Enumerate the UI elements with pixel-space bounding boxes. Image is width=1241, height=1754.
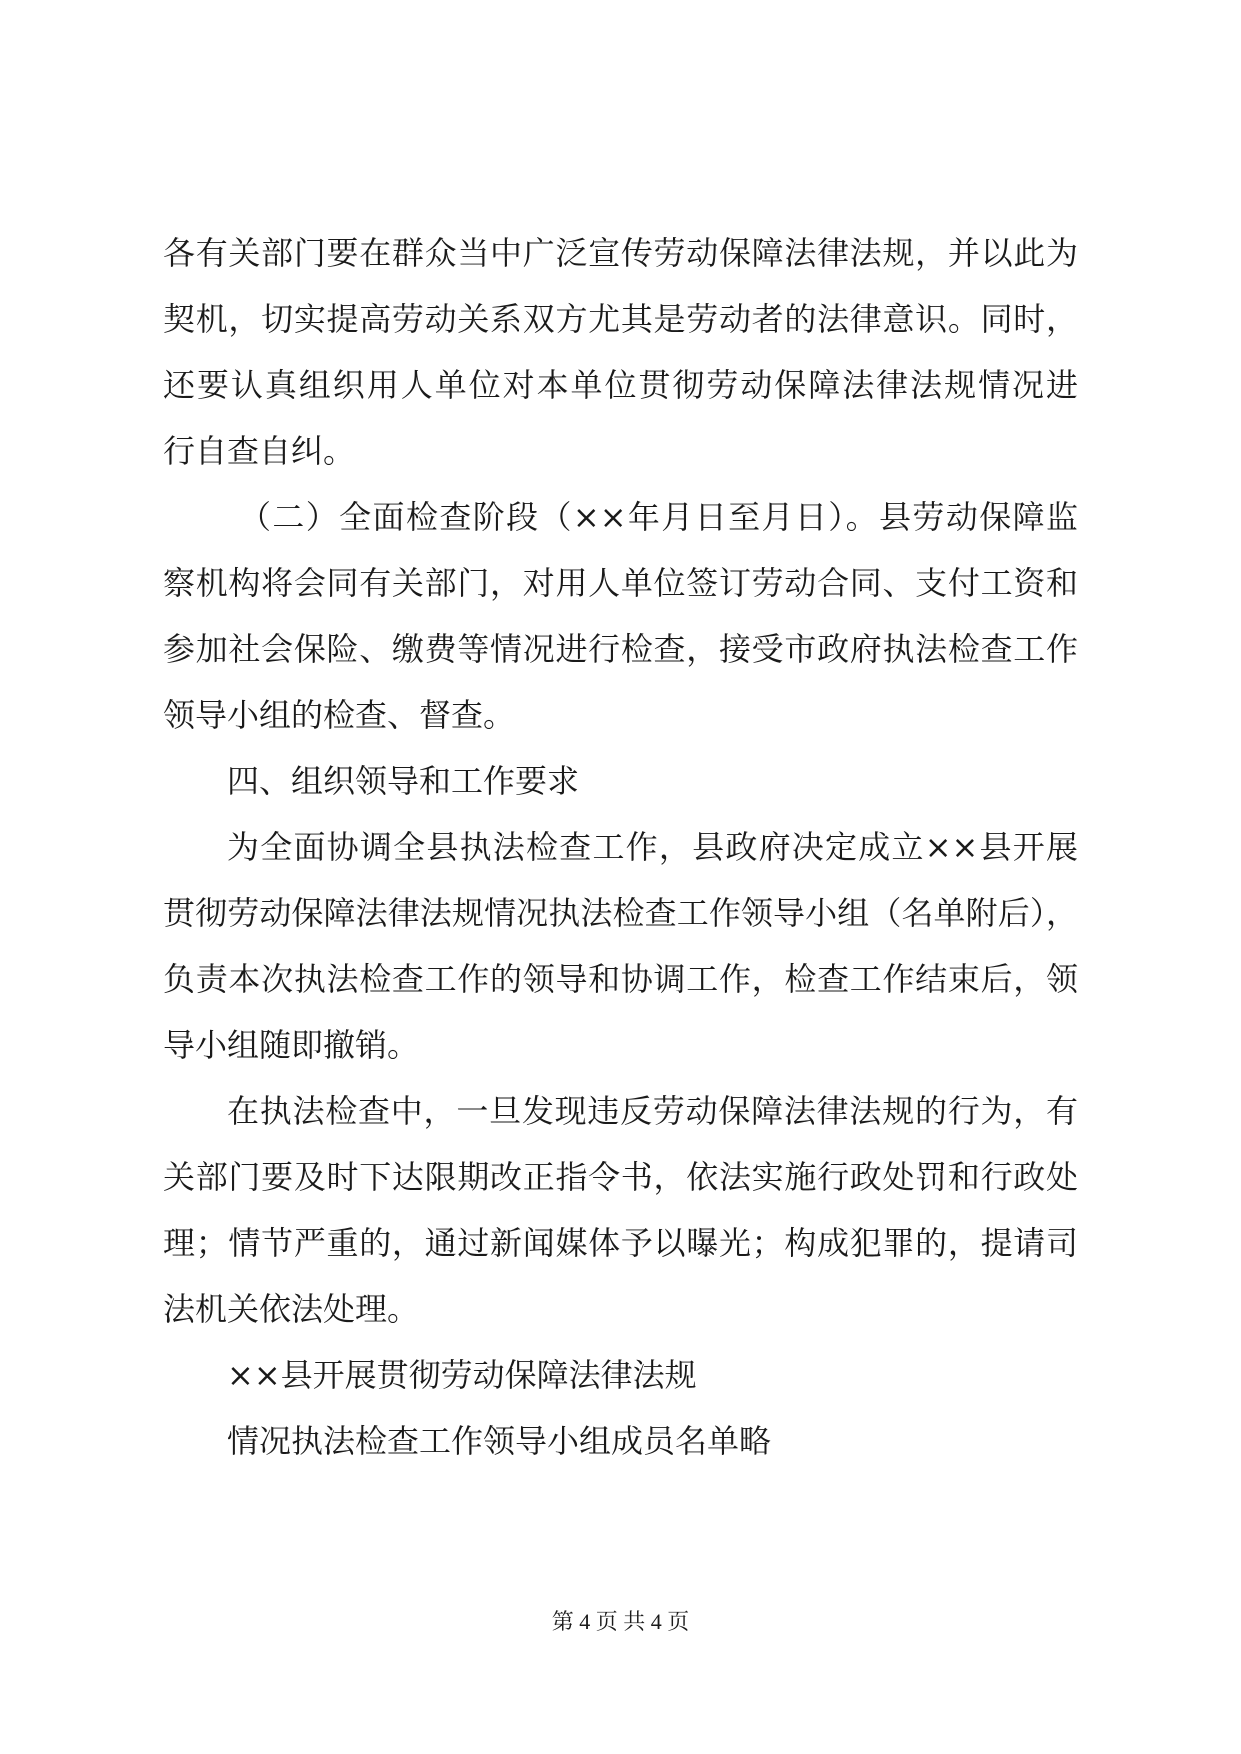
page-number-footer: 第 4 页 共 4 页	[551, 1609, 690, 1634]
appendix-note	[163, 1350, 1078, 1482]
appendix-title: ××县开展贯彻劳动保障法律法规	[227, 1356, 697, 1394]
text-line: 还要认真组织用人单位对本单位贯彻劳动保障法律法规情况进	[163, 366, 1078, 404]
text-line: 察机构将会同有关部门，对用人单位签订劳动合同、支付工资和	[163, 564, 1078, 602]
document-body	[163, 228, 1078, 1482]
text-line: 为全面协调全县执法检查工作，县政府决定成立××县开展	[227, 828, 1078, 866]
paragraph-publicity	[163, 228, 1078, 492]
text-line: 导小组随即撤销。	[163, 1026, 420, 1064]
text-line: 理；情节严重的，通过新闻媒体予以曝光；构成犯罪的，提请司	[163, 1224, 1078, 1262]
text-line: 各有关部门要在群众当中广泛宣传劳动保障法律法规，并以此为	[163, 234, 1078, 272]
text-line: 贯彻劳动保障法律法规情况执法检查工作领导小组（名单附后），	[163, 894, 1078, 932]
text-line: 关部门要及时下达限期改正指令书，依法实施行政处罚和行政处	[163, 1158, 1078, 1196]
text-line: 行自查自纠。	[163, 432, 356, 470]
text-line: 在执法检查中，一旦发现违反劳动保障法律法规的行为，有	[227, 1092, 1078, 1130]
paragraph-leadership-group	[163, 822, 1078, 1086]
text-line: 法机关依法处理。	[163, 1290, 420, 1328]
paragraph-violations	[163, 1086, 1078, 1350]
text-line: 参加社会保险、缴费等情况进行检查，接受市政府执法检查工作	[163, 630, 1078, 668]
text-line: （二）全面检查阶段（××年月日至月日）。县劳动保障监	[239, 498, 1078, 536]
section-heading: 四、组织领导和工作要求	[227, 762, 580, 800]
paragraph-inspection-stage	[163, 492, 1078, 756]
appendix-subtitle: 情况执法检查工作领导小组成员名单略	[227, 1422, 772, 1460]
text-line: 契机，切实提高劳动关系双方尤其是劳动者的法律意识。同时，	[163, 300, 1078, 338]
text-line: 负责本次执法检查工作的领导和协调工作，检查工作结束后，领	[163, 960, 1078, 998]
text-line: 领导小组的检查、督查。	[163, 696, 516, 734]
